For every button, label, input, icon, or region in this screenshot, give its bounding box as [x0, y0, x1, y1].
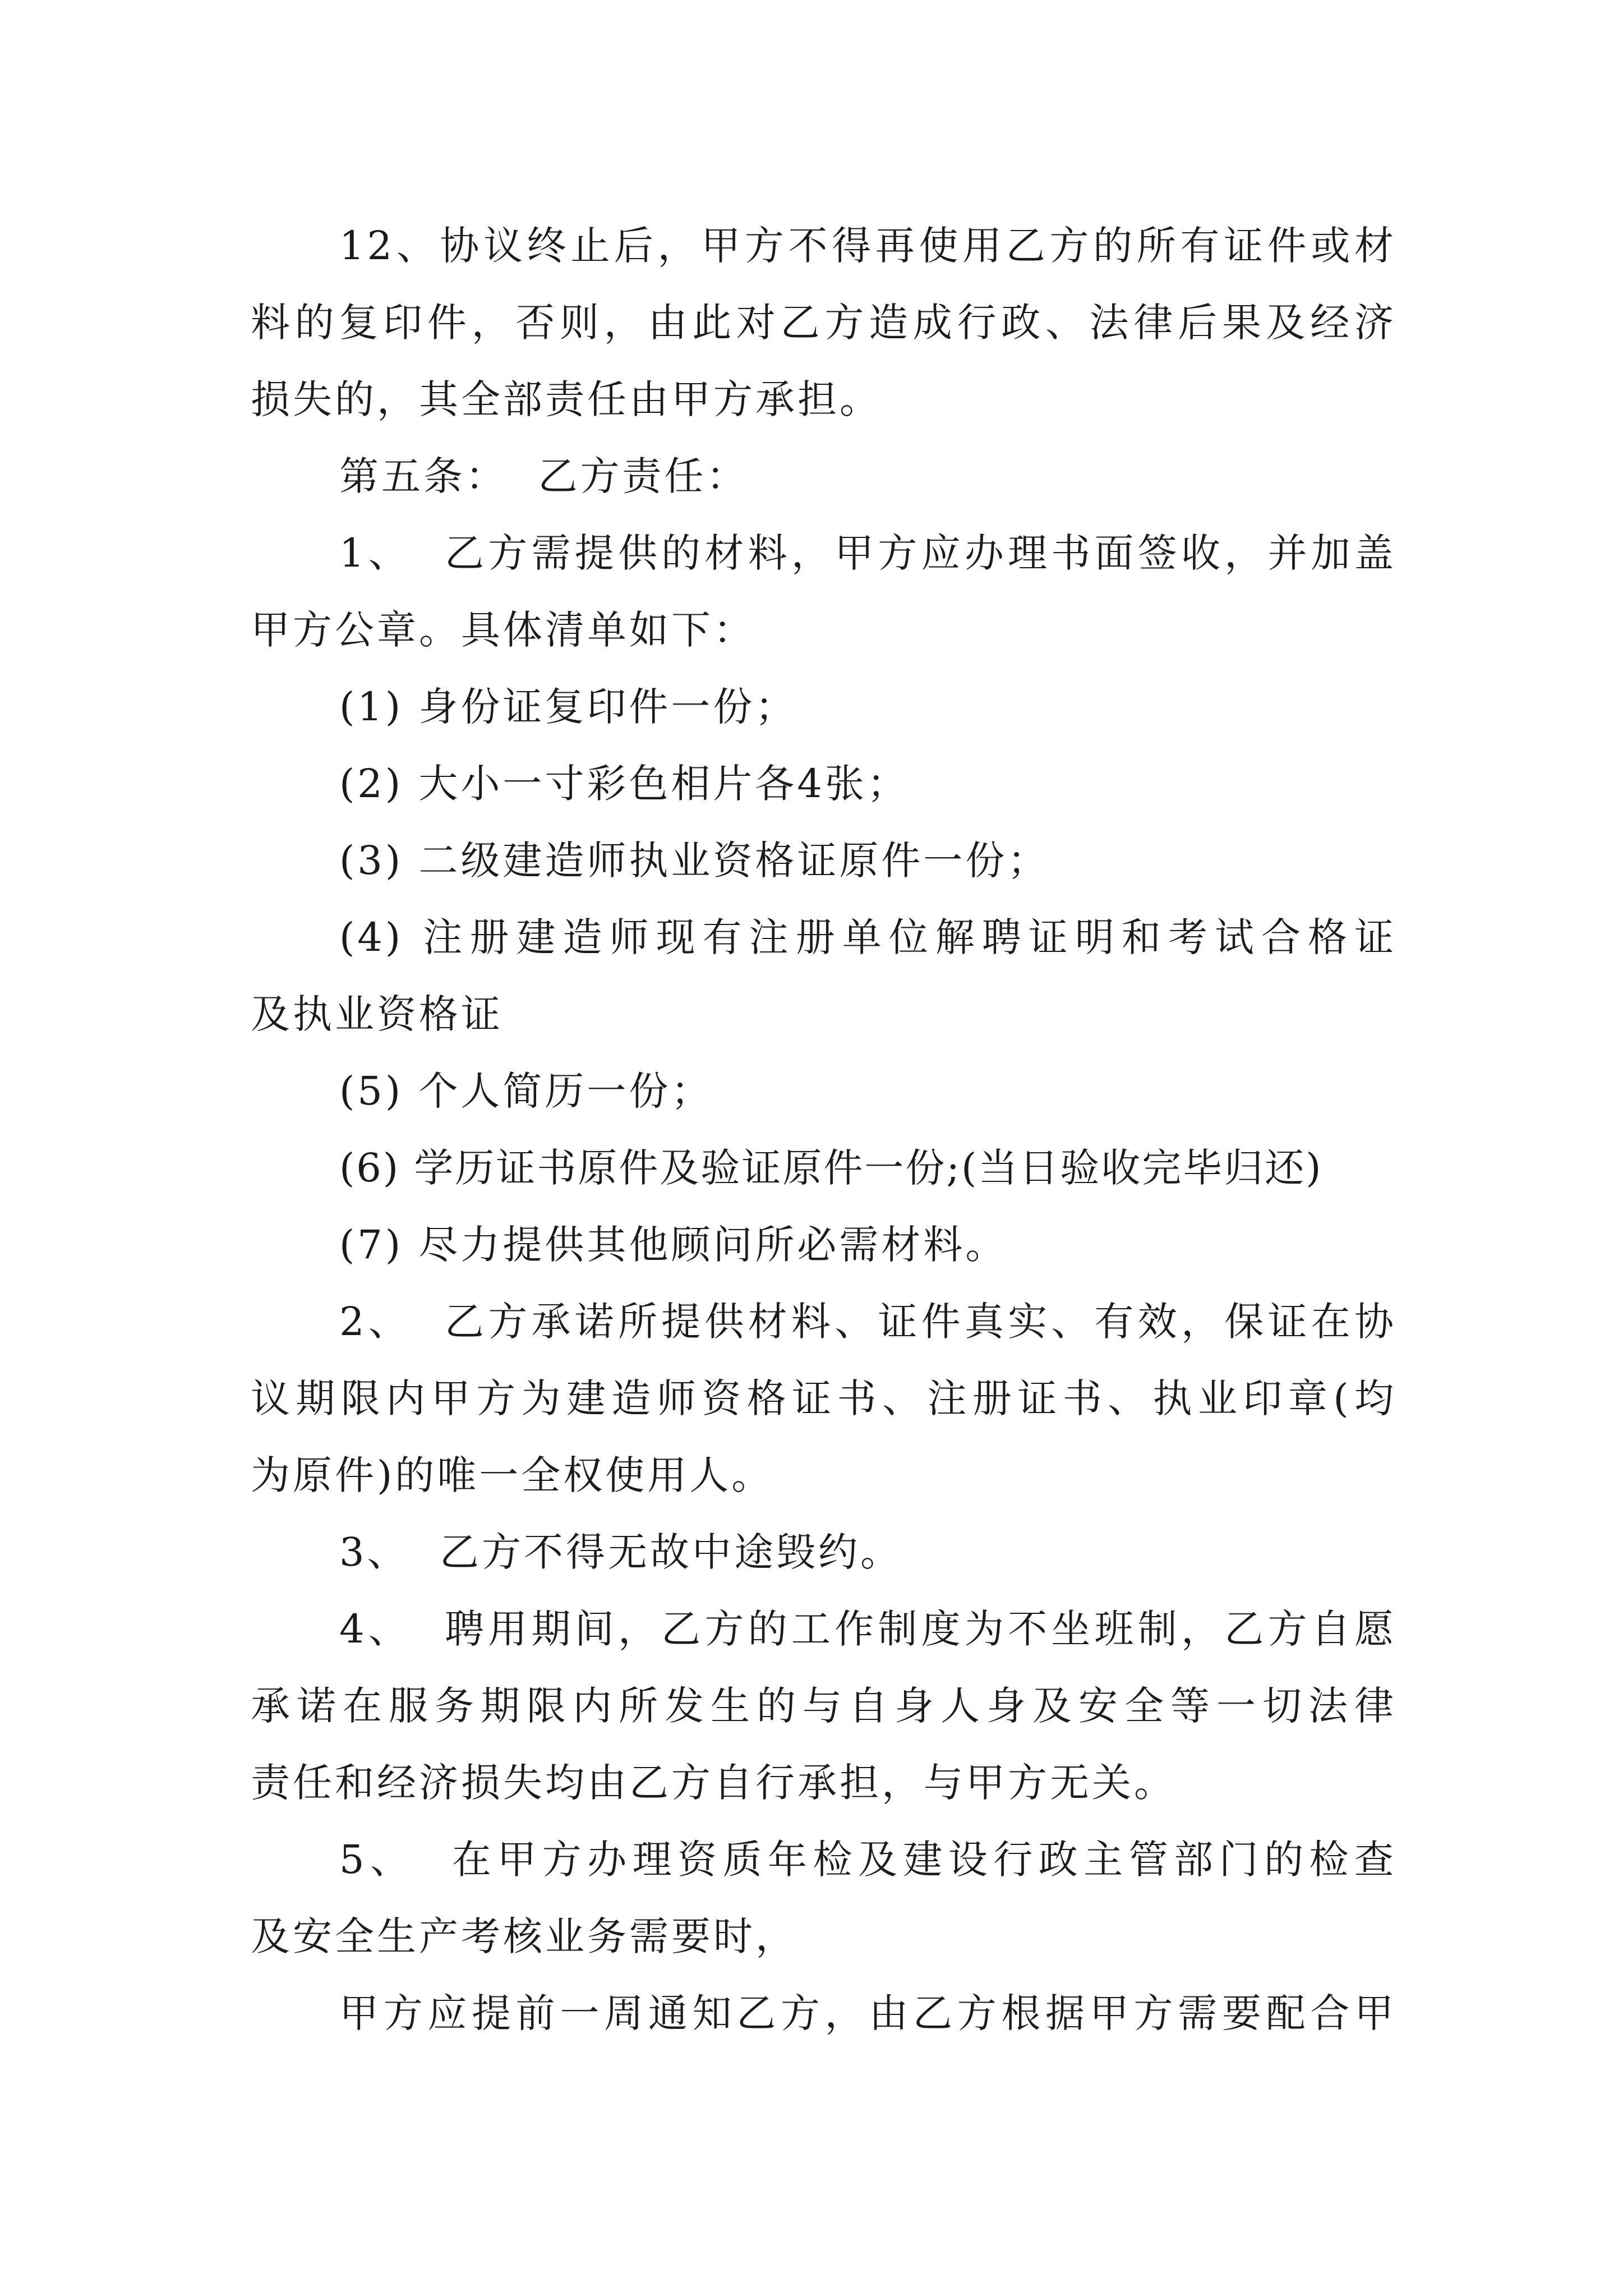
text-line: 12、协议终止后，甲方不得再使用乙方的所有证件或材 — [339, 223, 1396, 269]
list-item: (3) 二级建造师执业资格证原件一份； — [339, 838, 1050, 884]
text-line: 为原件)的唯一全权使用人。 — [251, 1452, 774, 1498]
section-heading: 第五条： 乙方责任： — [339, 453, 749, 499]
list-item: (2) 大小一寸彩色相片各4张； — [339, 761, 909, 807]
text-line: 及安全生产考核业务需要时， — [251, 1913, 797, 1959]
text-line: 2、 乙方承诺所提供材料、证件真实、有效，保证在协 — [339, 1299, 1396, 1345]
text-line: 损失的，其全部责任由甲方承担。 — [251, 376, 882, 422]
document-page — [251, 208, 1396, 2052]
text-line: 3、 乙方不得无故中途毁约。 — [339, 1529, 903, 1575]
text-line: 料的复印件，否则，由此对乙方造成行政、法律后果及经济 — [251, 300, 1396, 346]
list-item: (5) 个人简历一份； — [339, 1068, 713, 1114]
list-item: (7) 尽力提供其他顾问所必需材料。 — [339, 1222, 1008, 1268]
text-line: 及执业资格证 — [251, 991, 503, 1037]
text-line: 甲方公章。具体清单如下： — [251, 607, 755, 653]
text-line: 甲方应提前一周通知乙方，由乙方根据甲方需要配合甲 — [339, 1990, 1396, 2036]
list-item: (1) 身份证复印件一份； — [339, 684, 797, 730]
text-line: 承诺在服务期限内所发生的与自身人身及安全等一切法律 — [251, 1683, 1396, 1729]
text-line: 责任和经济损失均由乙方自行承担，与甲方无关。 — [251, 1760, 1176, 1806]
text-line: 1、 乙方需提供的材料，甲方应办理书面签收，并加盖 — [339, 530, 1396, 576]
list-item: (4) 注册建造师现有注册单位解聘证明和考试合格证 — [339, 914, 1396, 960]
list-item: (6) 学历证书原件及验证原件一份;(当日验收完毕归还) — [339, 1145, 1323, 1191]
text-line: 4、 聘用期间，乙方的工作制度为不坐班制，乙方自愿 — [339, 1606, 1396, 1652]
text-line: 议期限内甲方为建造师资格证书、注册证书、执业印章(均 — [251, 1375, 1396, 1421]
text-line: 5、 在甲方办理资质年检及建设行政主管部门的检查 — [339, 1837, 1396, 1883]
